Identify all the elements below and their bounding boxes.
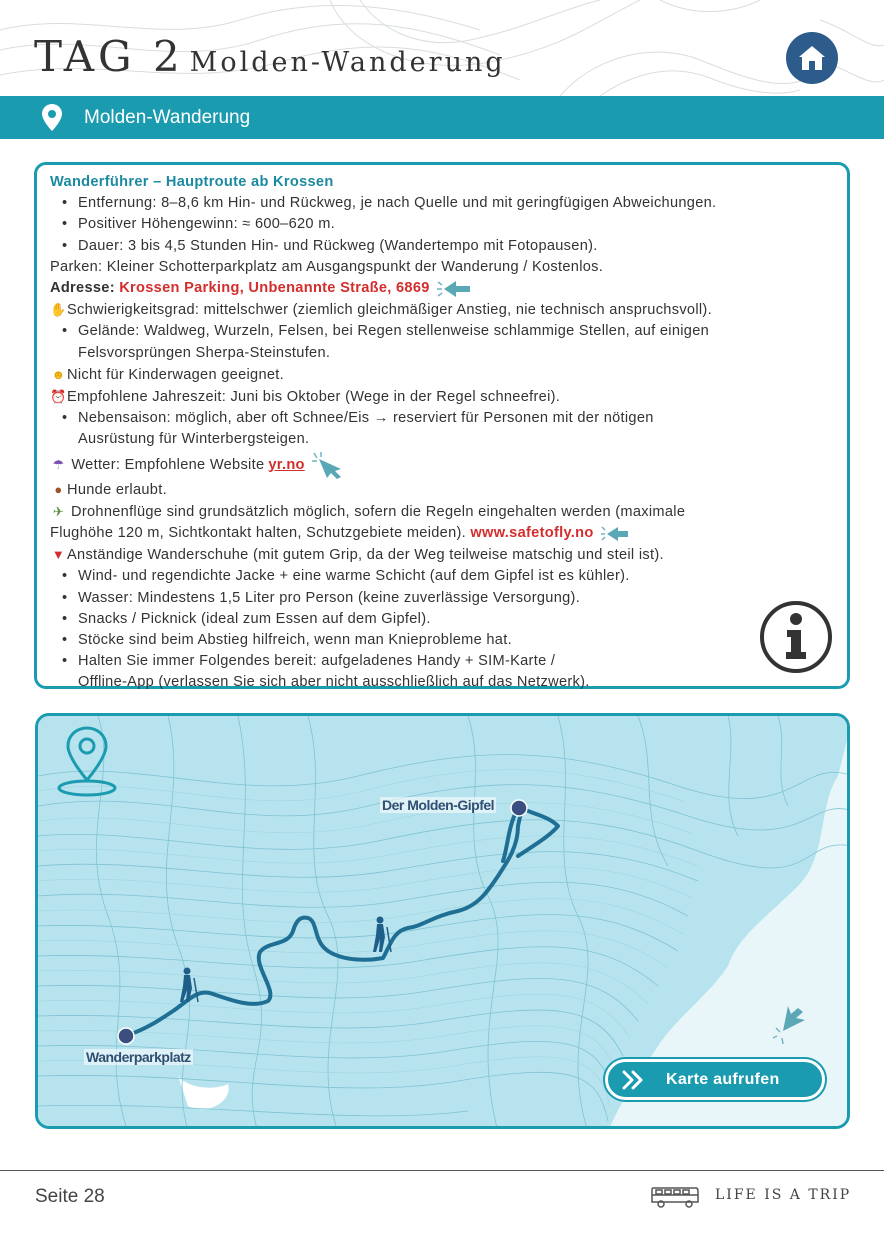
season-value: Empfohlene Jahreszeit: Juni bis Oktober (Wege in der Regel schneefrei).: [67, 389, 561, 406]
alarm-clock-icon: ⏰: [50, 389, 67, 405]
summit-label: Der Molden-Gipfel: [382, 797, 495, 813]
drone-text: [50, 501, 840, 523]
home-button[interactable]: [786, 32, 838, 84]
list-item: • Dauer: 3 bis 4,5 Stunden Hin- und Rückweg (Wandertempo mit Fotopausen).: [50, 236, 840, 257]
brand-name: LIFE IS A TRIP: [715, 1187, 852, 1203]
footer-divider: [0, 1170, 884, 1171]
difficulty-text: [50, 299, 840, 321]
list-item: • Gelände: Waldweg, Wurzeln, Felsen, bei Regen stellenweise schlammige Stellen, auf einigen: [50, 321, 840, 342]
list-item: • Nebensaison: möglich, aber oft Schnee/Eis → reserviert für Personen mit der nötigen: [50, 408, 840, 429]
open-map-button[interactable]: [605, 1059, 825, 1100]
day-tag: TAG 2: [34, 32, 184, 81]
shoes-text: [50, 544, 840, 566]
guide-heading: Wanderführer – Hauptroute ab Krossen: [50, 174, 334, 190]
list-item: • Wasser: Mindestens 1,5 Liter pro Person (keine zuverlässige Versorgung).: [50, 588, 840, 609]
stroller-text: [50, 364, 840, 386]
home-icon: [797, 44, 827, 72]
weather-text: Wetter: Empfohlene Website: [71, 456, 265, 473]
section-banner: [0, 96, 884, 139]
umbrella-icon: ☂: [52, 456, 65, 472]
shoe-icon: ▼: [51, 547, 66, 563]
difficulty-value: Schwierigkeitsgrad: mittelschwer (ziemlich gleichmäßiger Anstieg, nie technisch anspruchsvoll).: [67, 302, 712, 319]
list-item: • Halten Sie immer Folgendes bereit: aufgeladenes Handy + SIM-Karte /: [50, 651, 840, 672]
list-item-continuation: Offline-App (verlassen Sie sich aber nicht ausschließlich auf das Netzwerk).: [78, 674, 590, 691]
double-chevron-right-icon: [622, 1070, 644, 1090]
list-item: • Wind- und regendichte Jacke + eine warme Schicht (auf dem Gipfel ist es kühler).: [50, 566, 840, 587]
drone-link[interactable]: www.safetofly.no: [470, 525, 594, 542]
pointer-click-icon: [436, 278, 472, 298]
van-icon: [650, 1183, 700, 1209]
drone-text-continued: [50, 523, 840, 544]
list-item: • Entfernung: 8–8,6 km Hin- und Rückweg, je nach Quelle und mit geringfügigen Abweichungen.: [50, 193, 840, 214]
address-label: Adresse:: [50, 280, 115, 297]
list-item-continuation: Ausrüstung für Winterbergsteigen.: [78, 431, 310, 448]
drone-line-1: Drohnenflüge sind grundsätzlich möglich, sofern die Regeln eingehalten werden (maximale: [71, 503, 686, 520]
drone-icon: ✈: [52, 503, 65, 519]
list-item: • Stöcke sind beim Abstieg hilfreich, wenn man Knieprobleme hat.: [50, 630, 840, 651]
drone-line-2: Flughöhe 120 m, Sichtkontakt halten, Schutzgebiete meiden).: [50, 525, 467, 542]
dog-icon: ●: [54, 481, 63, 497]
address-line: [50, 278, 840, 299]
location-pin-icon: [42, 104, 62, 131]
pointer-click-icon: [600, 524, 630, 542]
shoes-value: Anständige Wanderschuhe (mit gutem Grip, da der Weg teilweise matschig und steil ist).: [67, 547, 664, 564]
hiking-guide-text: [50, 172, 840, 694]
flexed-arm-icon: ✋: [50, 302, 67, 318]
address-link[interactable]: Krossen Parking, Unbenannte Straße, 6869: [119, 280, 430, 297]
page-title: [34, 32, 506, 81]
info-icon: [759, 600, 833, 674]
weather-line: [50, 451, 840, 479]
stroller-value: Nicht für Kinderwagen geeignet.: [67, 366, 284, 383]
weather-link[interactable]: yr.no: [268, 456, 305, 473]
start-label: Wanderparkplatz: [86, 1049, 191, 1065]
dogs-text: [50, 479, 840, 501]
dogs-value: Hunde erlaubt.: [67, 481, 167, 498]
page-subtitle: Molden-Wanderung: [189, 47, 506, 78]
list-item: • Snacks / Picknick (ideal zum Essen auf dem Gipfel).: [50, 609, 840, 630]
banner-title: Molden-Wanderung: [84, 107, 251, 128]
page-number: Seite 28: [35, 1186, 105, 1207]
open-map-label: Karte aufrufen: [666, 1071, 780, 1088]
list-item-continuation: Felsvorsprüngen Sherpa-Steinstufen.: [78, 344, 331, 361]
baby-icon: ☻: [51, 366, 66, 382]
season-text: [50, 386, 840, 408]
pointer-click-icon: [311, 451, 345, 479]
parking-text: Parken: Kleiner Schotterparkplatz am Ausgangspunkt der Wanderung / Kostenlos.: [50, 258, 604, 275]
list-item: • Positiver Höhengewinn: ≈ 600–620 m.: [50, 214, 840, 235]
